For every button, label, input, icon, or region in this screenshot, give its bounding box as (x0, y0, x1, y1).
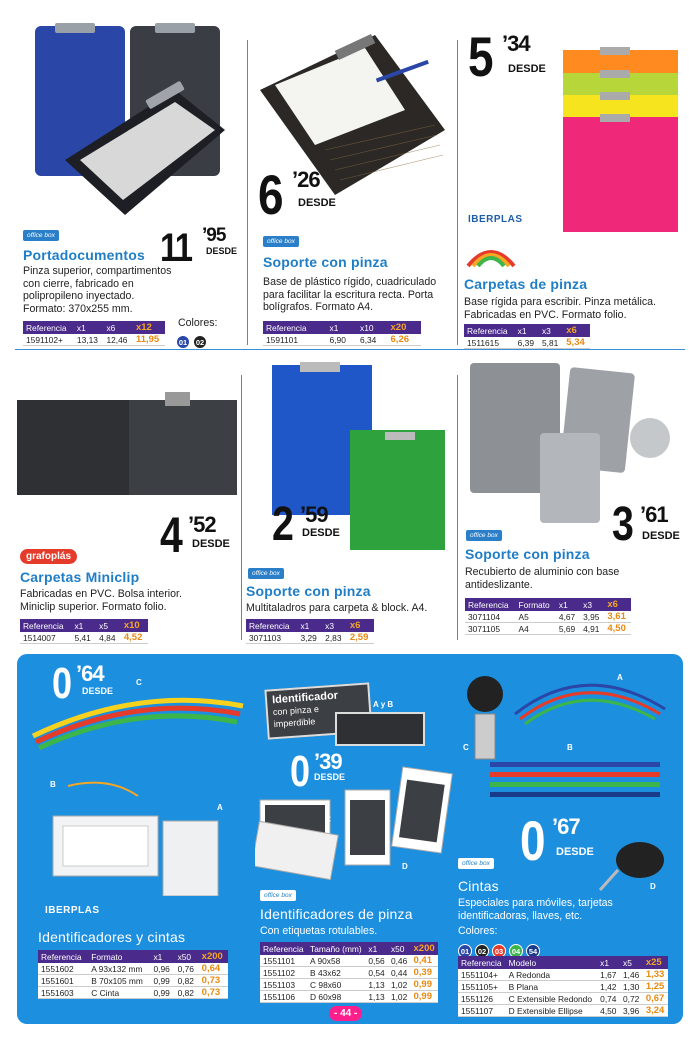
letter-label: D (402, 862, 408, 871)
officebox-logo: office box (263, 236, 299, 247)
divider (247, 40, 248, 345)
product-image (255, 760, 455, 880)
letter-label: C (325, 815, 331, 824)
color-swatch[interactable]: 01 (458, 944, 472, 958)
letter-label: A y B (373, 700, 394, 709)
color-swatch[interactable]: 54 (526, 944, 540, 958)
letter-label: B (567, 743, 573, 752)
letter-label: D (650, 882, 656, 891)
color-swatch[interactable]: 04 (509, 944, 523, 958)
page-number: - 44 - (329, 1006, 362, 1021)
price-table: Referencia Tamaño (mm) x1 x50 x200 1551101 A 90x58 0,56 0,46 0,41 1551102 B 43x62 0,54 0,44 0,39 1551103 C 98x60 1,13 1,02 0,99 1551106 D 60x98 1,13 1,02 0,99 (260, 942, 438, 1003)
product-title: Portadocumentos (23, 247, 146, 263)
product-description: Recubierto de aluminio con base antideslizante. (465, 566, 620, 591)
product-description: Fabricadas en PVC. Bolsa interior. Miniclip superior. Formato folio. (20, 588, 182, 613)
product-title: Soporte con pinza (465, 546, 590, 562)
price: 11 ’95 DESDE (160, 225, 238, 270)
price: 0 ’39 DESDE (290, 747, 346, 796)
price-table: Referencia Formato x1 x3 x6 3071104 A5 4,67 3,95 3,61 3071105 A4 5,69 4,91 4,50 (465, 598, 631, 635)
price-table: Referencia x1 x5 x10 1514007 5,41 4,84 4,52 (20, 619, 148, 644)
product-title: Soporte con pinza (263, 254, 388, 270)
price: 0 ’64 DESDE (52, 659, 114, 708)
price: 5 ’34 DESDE (468, 25, 546, 88)
letter-label: A (217, 803, 223, 812)
officebox-logo: office box (458, 858, 494, 869)
price-table: Referencia x1 x3 x6 3071103 3,29 2,83 2,59 (246, 619, 374, 644)
officebox-logo: office box (248, 568, 284, 579)
product-description: Con etiquetas rotulables. (260, 925, 378, 937)
product-image (15, 390, 240, 500)
price: 3 ’61 DESDE (612, 498, 680, 551)
grafoplas-logo: grafoplás (20, 549, 77, 564)
price: 0 ’67 DESDE (520, 809, 594, 872)
product-image (28, 676, 253, 896)
badge-image: Identificador con pinza e imperdible (264, 682, 372, 739)
product-image (455, 664, 680, 814)
price-table: Referencia x1 x10 x20 1591101 6,90 6,34 6,26 (263, 321, 421, 346)
product-description: Especiales para móviles, tarjetas identificadoras, llaves, etc. (458, 897, 613, 922)
letter-label: C (463, 743, 469, 752)
price-table: Referencia x1 x3 x6 1511615 6,39 5,81 5,34 (464, 324, 590, 349)
product-image (25, 20, 240, 220)
product-image (555, 45, 685, 235)
colores-label: Colores: (458, 925, 498, 937)
officebox-logo: office box (466, 530, 502, 541)
letter-label: C (136, 678, 142, 687)
product-title: Soporte con pinza (246, 583, 371, 599)
officebox-logo: office box (260, 890, 296, 901)
color-swatch[interactable]: 01 (176, 335, 190, 349)
divider (241, 375, 242, 640)
iberplas-logo: IBERPLAS (468, 214, 523, 225)
price: 6 ’26 DESDE (258, 163, 336, 226)
rainbow-icon (466, 238, 516, 268)
divider (457, 375, 458, 640)
price: 2 ’59 DESDE (272, 498, 340, 551)
product-description: Pinza superior, compartimentos con cierre, fabricado en polipropileno inyectado. Formato: 370x255 mm. (23, 265, 172, 315)
product-description: Base rígida para escribir. Pinza metálica. Fabricadas en PVC. Formato folio. (464, 296, 656, 321)
product-title: Cintas (458, 878, 499, 894)
product-title: Identificadores de pinza (260, 906, 413, 922)
price-table: Referencia Formato x1 x50 x200 1551602 A 93x132 mm 0,96 0,76 0,64 1551601 B 70x105 mm 0,99 0,82 0,73 1551603 C Cinta 0,99 0,82 0,73 (38, 950, 228, 999)
product-title: Identificadores y cintas (38, 929, 186, 945)
color-swatch[interactable]: 03 (492, 944, 506, 958)
product-title: Carpetas de pinza (464, 276, 588, 292)
price: 4 ’52 DESDE (160, 507, 230, 563)
letter-label: B (50, 780, 56, 789)
iberplas-logo: IBERPLAS (45, 905, 100, 916)
color-swatch[interactable]: 02 (193, 335, 207, 349)
color-swatches (176, 330, 210, 349)
divider (457, 40, 458, 345)
badge-image (335, 712, 425, 746)
product-image (590, 835, 670, 905)
divider (15, 349, 685, 350)
product-description: Multitaladros para carpeta & block. A4. (246, 602, 428, 614)
letter-label: A (617, 673, 623, 682)
price-table: Referencia Modelo x1 x5 x25 1551104+ A Redonda 1,67 1,46 1,33 1551105+ B Plana 1,42 1,30 1,25 1551126 C Extensible Redondo 0,74 0,72 0,67 1551107 D Extensible Ellipse 4,50 3,96 3,24 (458, 956, 668, 1017)
product-description: Base de plástico rígido, cuadriculado para facilitar la escritura recta. Porta bolígrafos. Formato A4. (263, 276, 437, 313)
price-table: Referencia x1 x6 x12 1591102+ 13,13 12,46 11,95 (23, 321, 165, 346)
product-title: Carpetas Miniclip (20, 569, 140, 585)
officebox-logo: office box (23, 230, 59, 241)
colores-label: Colores: (178, 317, 218, 329)
color-swatch[interactable]: 02 (475, 944, 489, 958)
